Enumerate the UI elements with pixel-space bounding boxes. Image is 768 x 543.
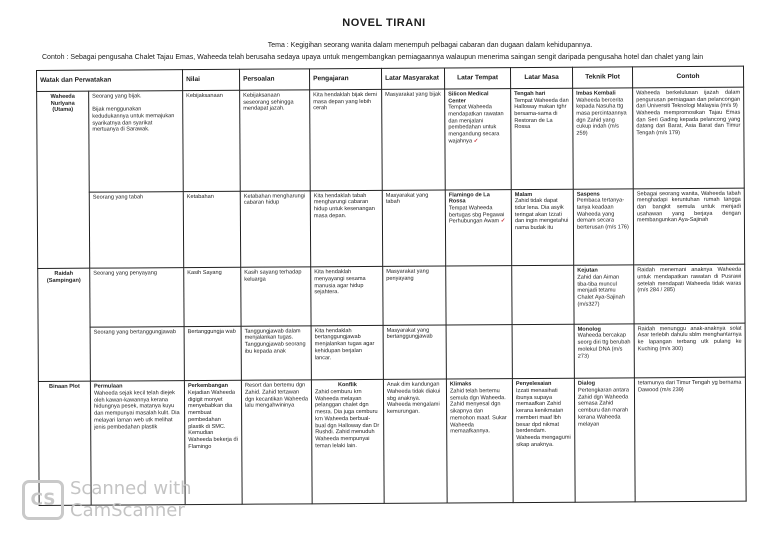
- cell-contoh: Waheeda berkelulusan ijazah dalam pengurusan perniagaan dan pelancongan dari Universiti Teknologi Malaysia (m/s 9) Waheeda mempromosikan Tajau Emas dan Seri Gading kepada pelancong yang datang dari Barat, Asia Barat dan Timur Tengah (m/s 179): [633, 87, 745, 188]
- cell-text: Waheeda bercerita kepada Nasuha ttg masa percintaannya dgn Zahid yang cukup indah (m/s 259): [576, 97, 627, 137]
- cell-text: Zahid dan Aiman tiba-tiba muncul menjadi tetamu Chalet Aya-Sajinah (m/s327): [577, 274, 625, 308]
- cell-nilai: Bertanggungja wab: [184, 326, 241, 381]
- header-watak: Watak dan Perwatakan: [37, 70, 183, 92]
- cell-title: Flamingo de La Rossa: [448, 191, 490, 205]
- cell-title: Perkembangan: [187, 383, 229, 390]
- cell-pengajaran: Kita hendaklah menyayangi sesama manusia agar hidup sejahtera.: [311, 266, 383, 325]
- camscanner-watermark: [22, 478, 222, 524]
- cell-konflik: [311, 380, 384, 504]
- cell-title: Kejutan: [577, 267, 598, 274]
- cell-nilai: Kebijaksanaan: [183, 90, 241, 191]
- cell-masyarakat: Masyarakat yang tabah: [382, 190, 445, 267]
- novel-table: [36, 66, 747, 506]
- cell-watak: Seorang yang bijak. Bijak menggunakan kedudukannya untuk memajukan syarikatnya dan syarikat mertuanya di Sarawak.: [89, 91, 184, 192]
- cell-text: Pembaca tertanya-tanya keadaan Waheeda yang demam secara berterusan (m/s 176): [576, 197, 629, 231]
- cell-persoalan: Ketabahan mengharungi cabaran hidup: [240, 190, 310, 267]
- cell-masa: [512, 265, 574, 324]
- cell-teknik: [573, 88, 634, 189]
- header-tempat: Latar Tempat: [444, 68, 510, 89]
- cell-dialog: [574, 378, 635, 502]
- theme-text: Tema : Kegigihan seorang wanita dalam menempuh pelbagai cabaran dan dugaan dalam kehidupannya.: [267, 42, 593, 49]
- cell-text: Zahid telah bertemu semula dgn Waheeda. Zahid menyesal dgn sikapnya dan memohon maaf. Sukar Waheeda memaafkannya.: [449, 388, 507, 435]
- cell-teknik: [573, 188, 633, 265]
- cell-text: Tempat Waheeda bertugas sbg Pegawai Perhubungan Awam: [448, 205, 505, 225]
- cell-nilai: Kasih Sayang: [184, 267, 241, 326]
- header-pengajaran: Pengajaran: [309, 68, 381, 89]
- cell-title: Permulaan: [93, 383, 123, 390]
- cell-tempat: [446, 324, 512, 379]
- check-mark-icon: ✓: [473, 138, 479, 145]
- cell-text: Waheeda bercakap seorg diri ttg berubah molekul DNA (m/s 273): [577, 332, 631, 360]
- watermark-line2: CamScanner: [70, 500, 185, 521]
- cell-masa: [511, 88, 574, 189]
- header-nilai: Nilai: [183, 69, 240, 90]
- cell-perkembangan-cont: Resort dan bertemu dgn Zahid. Zahid tertawan dgn kecantikan Waheeda lalu mengahwininya: [241, 380, 312, 504]
- cell-masyarakat: Masyarakat yang bijak: [382, 89, 446, 190]
- header-masyarakat: Latar Masyarakat: [381, 68, 444, 89]
- cell-text: Tempat Waheeda mendapatkan rawatan dan menjalani pembedahan untuk mengandung secara wajahnya: [448, 104, 504, 145]
- cell-title: Saspens: [576, 191, 600, 198]
- cell-title: Tengah hari: [514, 90, 546, 98]
- cell-text: Izzati menasihati ibunya supaya memaafkan Zahid kerana kenikmatan memberi maaf lbh besar dpd nikmat berdendam. Waheeda mengagumi sikap anaknya.: [515, 387, 571, 448]
- cell-watak: Seorang yang bertanggungjawab: [90, 326, 184, 381]
- cell-title: Imbas Kembali: [576, 90, 616, 97]
- camscanner-logo-icon: CS: [22, 480, 64, 520]
- example-text: Contoh : Sebagai pengusaha Chalet Tajau Emas, Waheeda telah berusaha sedaya upaya untuk mengembangkan perniagaannya walaupun menerima saingan sengit daripada pengusaha hotel dan chalet yang lain: [42, 54, 704, 61]
- cell-title: Klimaks: [449, 381, 472, 388]
- cell-persoalan: Kasih sayang terhadap keluarga: [241, 267, 311, 326]
- cell-pengajaran: Kita hendaklah tabah mengharungi cabaran hidup untuk kesenangan masa depan.: [310, 190, 382, 267]
- cell-dialog-cont: tetamunya dari Timur Tengah yg bernama Dawood (m/s 239): [634, 377, 746, 501]
- cell-title: Silicon Medical Center: [448, 91, 489, 105]
- cell-persoalan: Tanggungjawab dalam menjalankan tugas. Tanggungjawab seorang ibu kepada anak: [241, 326, 311, 381]
- cell-text: Zahid tidak dapat tidur lena. Dia asyik teringat akan Izzati dan ingin mengetahui nama budak itu: [514, 198, 569, 232]
- cell-title: Konflik: [337, 382, 357, 389]
- cell-watak: Seorang yang penyayang: [90, 268, 184, 327]
- table-row: [38, 264, 745, 327]
- cell-teknik: [574, 324, 634, 379]
- cell-pengajaran: Kita hendaklah bijak demi masa depan yang lebih cerah: [310, 89, 383, 190]
- watermark-line1: Scanned with: [70, 478, 192, 499]
- header-contoh: Contoh: [632, 66, 743, 88]
- cell-klimaks: [446, 379, 513, 503]
- table-row: [37, 87, 745, 192]
- cell-tempat: [446, 266, 512, 325]
- cell-contoh: Raidah menemani anaknya Waheeda untuk mendapatkan rawatan di Pusrawi setelah mendapati Waheeda tidak waras (m/s 284 / 285): [634, 264, 745, 323]
- header-masa: Latar Masa: [510, 67, 572, 88]
- cell-penyelesaian: [512, 378, 575, 502]
- cell-watak: Seorang yang tabah: [89, 191, 183, 268]
- cell-tempat: [445, 189, 511, 266]
- header-persoalan: Persoalan: [239, 69, 309, 90]
- section-binaan: Binaan Plot: [38, 381, 91, 505]
- cell-nilai: Ketabahan: [183, 191, 240, 268]
- cell-text: Pertengkaran antara Zahid dgn Waheeda semasa Zahid cemburu dan marah kerana Waheeda melayan: [577, 387, 629, 428]
- cell-pengajaran: Kita hendaklah bertanggungjawab menjalankan tugas agar kehidupan berjalan lancar.: [311, 325, 383, 380]
- cell-tempat: [445, 89, 512, 190]
- cell-title: Monolog: [577, 326, 601, 333]
- section-utama: Waheeda Nurlyana (Utama): [37, 91, 90, 268]
- cell-title: Malam: [514, 191, 533, 198]
- cell-masa: [512, 324, 574, 379]
- cell-persoalan: Kebijaksanaan seseorang sehingga mendapat jazah.: [240, 90, 311, 191]
- cell-contoh: Sebagai seorang wanita, Waheeda tabah menghadapi keruntuhan rumah tangga dan bangkit semula untuk menjadi usahawan yang berjaya dengan membangunkan Aya-Sajinah: [633, 188, 744, 265]
- cell-text: Tempat Waheeda dan Halloway makan tghr bersama-sama di Restoran de La Rossa: [514, 97, 569, 131]
- cell-title: Dialog: [577, 380, 596, 387]
- cell-masyarakat: Masyarakat yang penyayang: [383, 266, 446, 325]
- cell-text: Zahid cemburu krn Waheeda melayan pelanggan chalet dgn mesra. Dia juga cemburu krn Waheeda berbual-bual dgn Halloway dan Dr Rushdi. Zahid menuduh Waheeda mempunyai teman lelaki lain.: [314, 389, 380, 449]
- section-sampingan: Raidah (Sampingan): [38, 268, 91, 382]
- cell-masyarakat: Masyarakat yang bertanggungjawab: [383, 325, 446, 380]
- cell-konflik-cont: Anak dim kandungan Waheeda tidak diakui sbg anaknya. Waheeda mengalami kemurungan.: [383, 379, 447, 503]
- table-row: [37, 188, 744, 269]
- cell-text: Waheeda sejak kecil telah diejek oleh kawan-kawannya kerana hidungnya pesek, matanya kuyu dan mempunyai masalah kulit. Dia melayari laman web utk melihat jenis pembedahan plastik: [93, 390, 180, 431]
- cell-text: Kejadian Waheeda digigit monyet menyebabkan dia membuat pembedahan plastik di SMC. Kemudian Waheeda bekerja di Flamingo: [187, 389, 238, 450]
- header-teknik: Teknik Plot: [572, 67, 632, 88]
- cell-teknik: [574, 265, 634, 324]
- cell-title: Penyelesaian: [515, 381, 552, 388]
- check-mark-icon: ✓: [500, 218, 506, 225]
- cell-contoh: Raidah menunggu anak-anaknya solat Asar terlebih dahulu sblm menghantarnya ke lapangan terbang utk pulang ke Kuching (m/s 300): [634, 323, 745, 378]
- table-row: [38, 323, 745, 382]
- cell-masa: [511, 189, 573, 266]
- document-title: NOVEL TIRANI: [342, 17, 426, 29]
